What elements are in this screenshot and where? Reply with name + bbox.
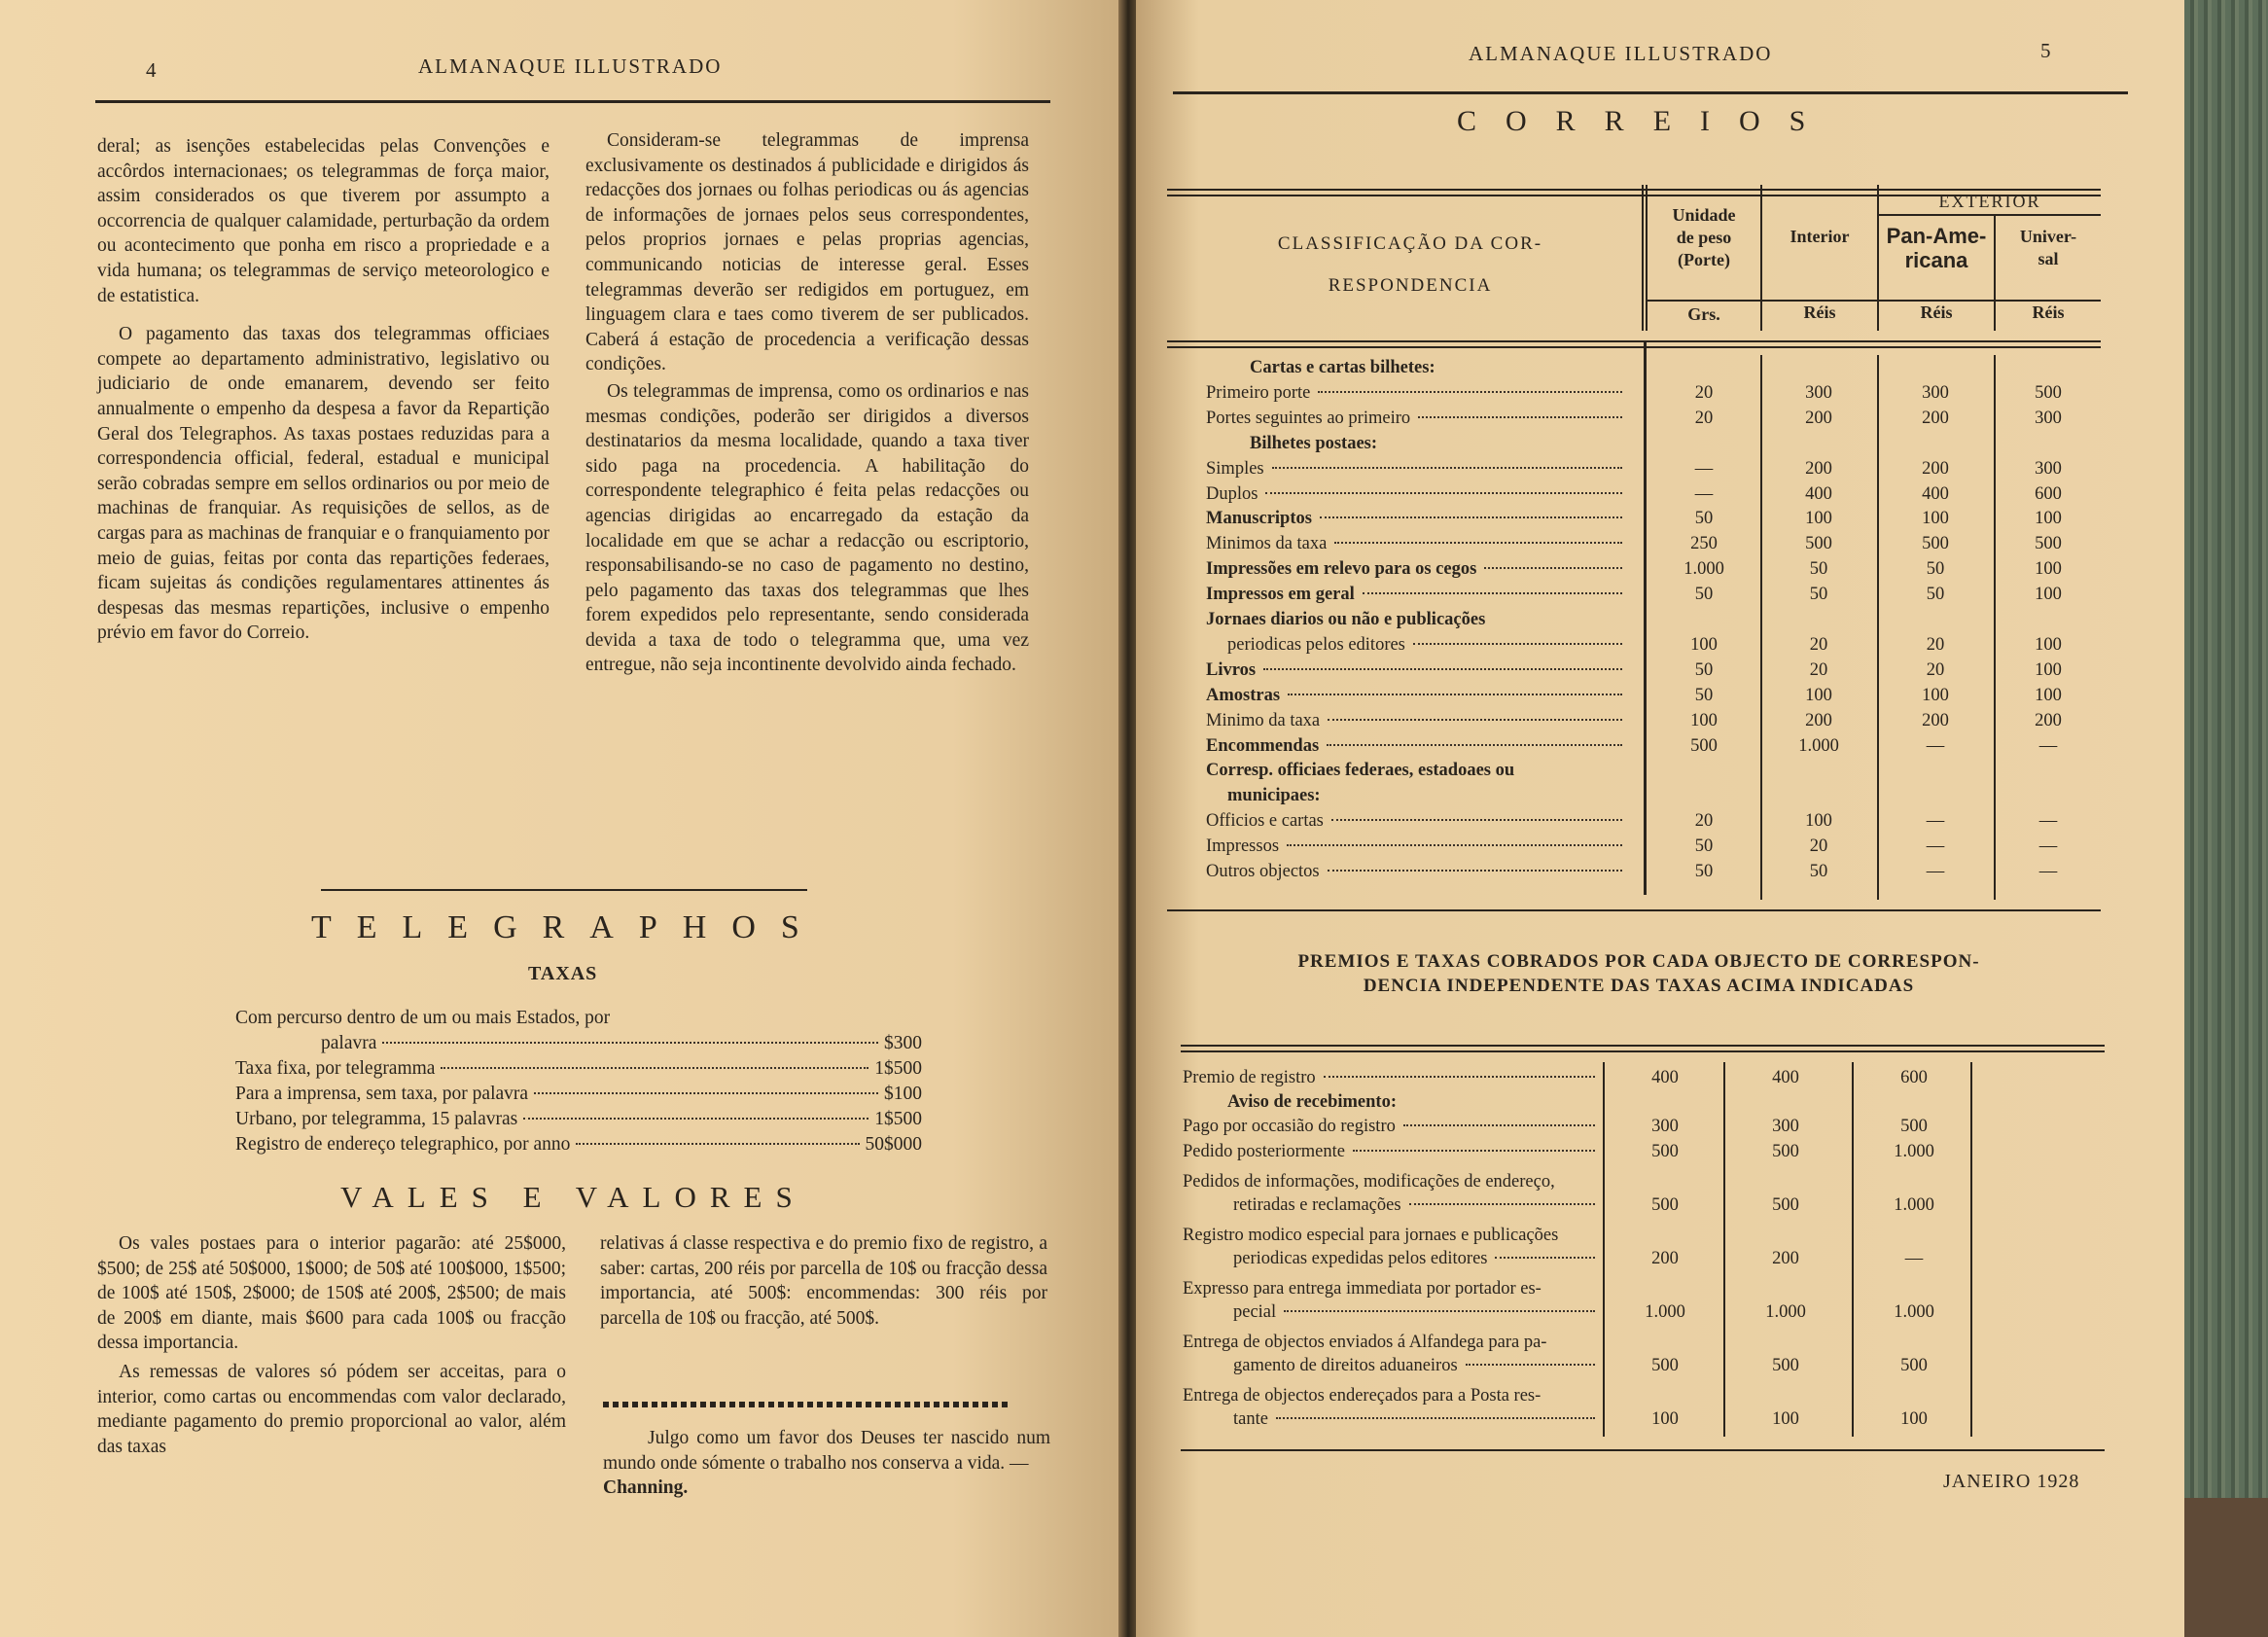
table-row [1167, 610, 2101, 635]
paragraph: As remessas de valores só pódem ser acceitas, para o interior, como cartas ou encommendas com valor declarado, mediante pagamento do premio proporcional ao valor, além das taxas [97, 1361, 566, 1457]
row-label: Amostras [1206, 685, 1281, 705]
taxa-label: Urbano, por telegramma, 15 palavras [235, 1109, 518, 1129]
left-column-1 [97, 134, 549, 646]
paragraph: Os telegrammas de imprensa, como os ordinarios e nas mesmas condições, poderão ser dirigidos a diversos destinatarios da mesma localidade, quando a taxa tiver sido paga na procedencia. A habilitação do correspondente telegraphico é feita pelas redacções ou agencias dirigidas ao encarregado da estação da localidade em que se achar a redacção ou escriptorio, responsabilisando-se no caso de pagamento no destino, pelo pagamento das taxas dos telegrammas que lhes forem expedidos pelo representante, sendo considerada devida a taxa de todo o telegramma que, uma vez entregue, não seja incontinente devolvido ainda fechado. [585, 380, 1029, 676]
row-label: Minimos da taxa [1206, 534, 1328, 554]
header-reis: Réis [1803, 302, 1836, 322]
table-row [1167, 434, 2101, 459]
cell-univ: 500 [1900, 1356, 1928, 1375]
cell-peso: 20 [1694, 811, 1714, 832]
leader-dots [1287, 844, 1622, 846]
header-unidade: Unidade [1672, 205, 1736, 225]
leader-dots [1288, 694, 1622, 695]
cell-interior: 200 [1805, 458, 1832, 479]
table-row [1181, 1279, 2105, 1304]
table-row [1181, 1302, 2105, 1328]
header-unidade-3: (Porte) [1678, 250, 1730, 269]
cell-univ: 300 [2035, 458, 2062, 479]
cell-pan: 400 [1772, 1068, 1799, 1087]
cell-interior: 100 [1805, 685, 1832, 705]
cell-pan: 200 [1922, 458, 1949, 479]
cell-pan: 400 [1922, 483, 1949, 504]
cell-univ: 1.000 [1894, 1302, 1934, 1322]
cell-univ: 100 [2035, 685, 2062, 705]
cell-pan: 20 [1926, 634, 1945, 655]
taxa-value: 1$500 [874, 1109, 922, 1129]
table-row [1167, 509, 2101, 534]
cell-univ: 100 [2035, 559, 2062, 580]
cell-peso: 50 [1694, 509, 1714, 529]
ornament-rule [603, 1402, 1011, 1407]
row-label: Simples [1206, 458, 1264, 479]
cell-interior: 500 [1651, 1195, 1679, 1215]
vales-column-1 [97, 1231, 566, 1459]
leader-dots [1327, 744, 1622, 746]
cell-pan: 500 [1772, 1195, 1799, 1215]
taxa-row [235, 1084, 922, 1105]
row-label: Pedidos de informações, modificações de endereço, [1183, 1172, 1555, 1192]
row-label: Bilhetes postaes: [1250, 433, 1378, 453]
row-label: Minimo da taxa [1206, 710, 1321, 730]
right-running-header: ALMANAQUE ILLUSTRADO [1469, 42, 1773, 65]
table-row [1167, 836, 2101, 862]
cell-pan: — [1926, 862, 1945, 881]
cell-pan: 200 [1772, 1249, 1799, 1268]
leader-dots [1334, 542, 1622, 544]
taxa-value: $300 [884, 1033, 922, 1053]
row-label: Primeiro porte [1206, 382, 1311, 403]
header-universal: Univer- [2019, 227, 2077, 246]
table-row [1181, 1333, 2105, 1358]
cell-peso: 500 [1690, 735, 1718, 756]
cell-peso: 50 [1694, 836, 1714, 857]
book-edge-lower [2184, 1498, 2268, 1637]
cell-univ: 100 [2035, 509, 2062, 529]
table-row [1181, 1356, 2105, 1381]
table-row [1167, 534, 2101, 559]
quote-author: Channing. [603, 1477, 689, 1499]
leader-dots [1272, 467, 1622, 469]
cell-interior: 200 [1805, 408, 1832, 428]
cell-pan: 300 [1922, 382, 1949, 403]
cell-interior: 500 [1651, 1356, 1679, 1375]
row-label: periodicas expedidas pelos editores [1233, 1249, 1488, 1268]
cell-interior: 50 [1809, 585, 1828, 605]
row-label: Jornaes diarios ou não e publicações [1206, 610, 1486, 629]
leader-dots [1320, 516, 1622, 518]
header-reis: Réis [1920, 302, 1953, 322]
table-row [1181, 1226, 2105, 1251]
row-label: tante [1233, 1409, 1268, 1429]
cell-univ: 500 [1900, 1117, 1928, 1136]
table-row [1167, 862, 2101, 887]
paragraph: Consideram-se telegrammas de imprensa exclusivamente os destinados á publicidade e dirigidos ás redacções dos jornaes ou folhas periodicas ou ás agencias de informações de jornaes pelos seus correspondentes, pelos proprios jornaes e pelas proprias agencias, communicando noticias de interesse geral. Esses telegrammas deverão ser redigidos em portuguez, em linguagem clara e taes como tiverem de ser publicados. Caberá á estação de procedencia a verificação dessas condições. [585, 130, 1029, 375]
cell-univ: — [2038, 836, 2058, 857]
header-universal-2: sal [2038, 249, 2059, 268]
header-panamericana-2: ricana [1904, 248, 1968, 272]
book-edge [2184, 0, 2268, 1637]
leader-dots [1418, 416, 1622, 418]
cell-pan: 300 [1772, 1117, 1799, 1136]
taxa-row [235, 1109, 922, 1130]
cell-interior: 20 [1809, 659, 1828, 680]
row-label: Portes seguintes ao primeiro [1206, 408, 1411, 428]
table-row [1181, 1172, 2105, 1197]
leader-dots [1353, 1150, 1595, 1152]
cell-pan: 1.000 [1765, 1302, 1806, 1322]
header-rule [1173, 91, 2128, 94]
cell-pan: 20 [1926, 659, 1945, 680]
premios-title: PREMIOS E TAXAS COBRADOS POR CADA OBJECTO DE CORRESPON- [1297, 951, 1980, 972]
taxa-value: 1$500 [874, 1058, 922, 1079]
right-page [1136, 0, 2184, 1637]
cell-interior: 200 [1651, 1249, 1679, 1268]
cell-pan: 500 [1922, 534, 1949, 554]
header-reis: Réis [2032, 302, 2065, 322]
cell-univ: — [2038, 862, 2058, 881]
taxa-value: 50$000 [865, 1134, 922, 1155]
taxa-label: palavra [321, 1033, 377, 1053]
cell-interior: 1.000 [1798, 735, 1839, 756]
table-row [1167, 383, 2101, 409]
cell-interior: 400 [1805, 483, 1832, 504]
header-unidade-2: de peso [1676, 228, 1732, 247]
cell-pan: 200 [1922, 710, 1949, 730]
taxa-label: Registro de endereço telegraphico, por anno [235, 1134, 571, 1155]
leader-dots [1363, 592, 1622, 594]
cell-univ: 600 [1900, 1068, 1928, 1087]
cell-peso: 100 [1690, 634, 1718, 655]
cell-peso: 100 [1690, 710, 1718, 730]
header-grs: Grs. [1687, 304, 1720, 324]
leader-dots [1328, 719, 1622, 721]
cell-interior: 100 [1805, 811, 1832, 832]
left-column-2 [585, 128, 1029, 678]
premios-title-cont: DENCIA INDEPENDENTE DAS TAXAS ACIMA INDICADAS [1363, 976, 1915, 996]
table-row [1181, 1195, 2105, 1221]
table-row [1181, 1249, 2105, 1274]
row-label: Corresp. officiaes federaes, estadoaes ou [1206, 761, 1515, 781]
row-label: Outros objectos [1206, 862, 1320, 881]
row-label: pecial [1233, 1302, 1277, 1322]
leader-dots [1328, 870, 1622, 872]
taxa-label: Com percurso dentro de um ou mais Estados, por [235, 1008, 611, 1028]
cell-pan: 100 [1922, 509, 1949, 529]
header-rule [95, 100, 1050, 103]
cell-univ: — [2038, 735, 2058, 756]
quote-text: Julgo como um favor dos Deuses ter nascido num mundo onde sómente o trabalho nos conserva a vida. — [603, 1428, 1050, 1474]
paragraph: Os vales postaes para o interior pagarão: até 25$000, $500; de 25$ até 50$000, 1$000; de 50$ até 100$000, 1$500; de 100$ até 150$, 2$000; de 150$ até 200$, 2$500; de mais de 200$ em diante, mais $600 para cada 100$ ou fracção dessa importancia. [97, 1233, 566, 1354]
table-row [1181, 1092, 2105, 1118]
vales-column-2 [600, 1231, 1047, 1331]
cell-interior: 200 [1805, 710, 1832, 730]
cell-pan: — [1926, 811, 1945, 832]
table-row [1167, 711, 2101, 736]
cell-interior: 100 [1651, 1409, 1679, 1429]
table-row [1167, 786, 2101, 811]
telegraphos-title: TELEGRAPHOS [311, 909, 825, 945]
paragraph: deral; as isenções estabelecidas pelas Convenções e accôrdos internacionaes; os telegrammas de força maior, assim considerados os que tiverem por assumpto a occorrencia de qualquer calamidade, perturbação da ordem ou acontecimento que ponha em risco a propriedade e a vida humana; os telegrammas de serviço meteorologico e de estatistica. [97, 136, 549, 306]
leader-dots [1403, 1124, 1595, 1126]
table-row [1167, 811, 2101, 836]
table-row [1167, 635, 2101, 660]
table-row [1167, 686, 2101, 711]
row-label: Encommendas [1206, 735, 1320, 756]
left-page-number: 4 [146, 58, 159, 82]
leader-dots [1276, 1417, 1595, 1419]
premios-table [1181, 1043, 2105, 1461]
quote-block [603, 1426, 1050, 1501]
row-label: Livros [1206, 659, 1257, 680]
cell-interior: 50 [1809, 862, 1828, 881]
leader-dots [1495, 1257, 1595, 1259]
leader-dots [1413, 643, 1622, 645]
row-label: Entrega de objectos enviados á Alfandega para pa- [1183, 1333, 1547, 1352]
cell-pan: 50 [1926, 559, 1945, 580]
table-row [1167, 761, 2101, 786]
cell-pan: 100 [1772, 1409, 1799, 1429]
row-label: Duplos [1206, 483, 1258, 504]
cell-peso: 20 [1694, 382, 1714, 403]
header-panamericana: Pan-Ame- [1886, 224, 1987, 248]
table-row [1167, 736, 2101, 762]
table-row [1167, 358, 2101, 383]
leader-dots [1331, 819, 1622, 821]
cell-univ: — [2038, 811, 2058, 832]
table-row [1167, 585, 2101, 610]
leader-dots [1263, 668, 1622, 670]
table-row [1181, 1142, 2105, 1167]
footer-date: JANEIRO 1928 [1943, 1471, 2080, 1492]
header-classificacao: CLASSIFICAÇÃO DA COR- [1277, 233, 1543, 254]
row-label: Pedido posteriormente [1183, 1142, 1345, 1161]
taxa-label: Taxa fixa, por telegramma [235, 1058, 436, 1079]
cell-univ: — [1904, 1249, 1924, 1268]
paragraph: O pagamento das taxas dos telegrammas officiaes compete ao departamento administrativo, legislativo ou judiciario de onde emanarem, devendo ser feito annualmente o empenho da despesa a favor da Repartição Geral dos Telegraphos. As taxas postaes reduzidas para a correspondencia official, federal, estadual e municipal serão cobradas sempre em sellos ordinarios ou por meio de machinas de franquiar. As requisições de sellos, as de cargas para as machinas de franquiar e o franquiamento por meio de guias, feitas por conta das repartições federaes, ficam sujeitas ás condições regulamentares attinentes ás despesas das mesmas repartições, inclusive o empenho prévio em favor do Correio. [97, 324, 549, 644]
table-row [1167, 660, 2101, 686]
table-row [1167, 409, 2101, 434]
taxa-label: Para a imprensa, sem taxa, por palavra [235, 1084, 529, 1104]
header-classificacao-cont: RESPONDENCIA [1328, 275, 1493, 296]
paragraph: relativas á classe respectiva e do premio fixo de registro, a saber: cartas, 200 réis por parcella de 10$ ou fracção dessa importancia, até 500$: encommendas: 300 réis por parcella de 10$ ou fracção, até 500$. [600, 1233, 1047, 1329]
row-label: Premio de registro [1183, 1068, 1316, 1087]
table-row [1181, 1117, 2105, 1142]
cell-univ: 1.000 [1894, 1195, 1934, 1215]
row-label: Officios e cartas [1206, 811, 1324, 832]
row-label: Expresso para entrega immediata por portador es- [1183, 1279, 1542, 1299]
cell-univ: 200 [2035, 710, 2062, 730]
row-label: periodicas pelos editores [1227, 634, 1405, 655]
cell-peso: 50 [1694, 585, 1714, 605]
divider [321, 889, 807, 891]
leader-dots [1284, 1310, 1595, 1312]
row-label: Pago por occasião do registro [1183, 1117, 1396, 1136]
cell-interior: 300 [1651, 1117, 1679, 1136]
leader-dots [1409, 1203, 1595, 1205]
cell-peso: 50 [1694, 862, 1714, 881]
cell-pan: 500 [1772, 1356, 1799, 1375]
leader-dots [1318, 391, 1622, 393]
cell-pan: — [1926, 836, 1945, 857]
cell-univ: 500 [2035, 382, 2062, 403]
cell-pan: 100 [1922, 685, 1949, 705]
cell-interior: 50 [1809, 559, 1828, 580]
row-label: Registro modico especial para jornaes e publicações [1183, 1226, 1559, 1245]
cell-pan: 50 [1926, 585, 1945, 605]
right-page-number: 5 [2040, 39, 2053, 62]
cell-peso: 20 [1694, 408, 1714, 428]
cell-interior: 1.000 [1645, 1302, 1685, 1322]
taxa-row [321, 1033, 922, 1054]
cell-interior: 400 [1651, 1068, 1679, 1087]
leader-dots [1265, 492, 1622, 494]
cell-univ: 600 [2035, 483, 2062, 504]
cell-univ: 100 [2035, 634, 2062, 655]
cell-univ: 300 [2035, 408, 2062, 428]
cell-univ: 100 [2035, 659, 2062, 680]
cell-peso: 50 [1694, 685, 1714, 705]
postal-rates-table [1167, 185, 2101, 914]
table-row [1167, 459, 2101, 484]
table-row [1167, 559, 2101, 585]
cell-interior: 100 [1805, 509, 1832, 529]
table-row [1181, 1386, 2105, 1411]
cell-interior: 20 [1809, 634, 1828, 655]
cell-univ: 1.000 [1894, 1142, 1934, 1161]
left-running-header: ALMANAQUE ILLUSTRADO [418, 54, 723, 78]
cell-peso: — [1694, 483, 1714, 504]
table-row [1167, 484, 2101, 510]
cell-pan: 500 [1772, 1142, 1799, 1161]
taxas-title: TAXAS [528, 963, 598, 984]
leader-dots [1484, 567, 1622, 569]
leader-dots [1466, 1364, 1595, 1366]
row-label: Impressões em relevo para os cegos [1206, 559, 1477, 580]
cell-univ: 100 [2035, 585, 2062, 605]
cell-peso: — [1694, 458, 1714, 479]
cell-interior: 500 [1651, 1142, 1679, 1161]
row-label: Entrega de objectos endereçados para a Posta res- [1183, 1386, 1542, 1406]
row-label: municipaes: [1227, 786, 1321, 806]
row-label: Impressos [1206, 836, 1280, 857]
cell-peso: 50 [1694, 659, 1714, 680]
header-exterior: EXTERIOR [1938, 192, 2041, 211]
cell-peso: 250 [1690, 534, 1718, 554]
cell-pan: — [1926, 735, 1945, 756]
correios-title: CORREIOS [1457, 105, 1835, 137]
cell-univ: 100 [1900, 1409, 1928, 1429]
table-row [1181, 1068, 2105, 1093]
taxa-row [235, 1058, 922, 1080]
row-label: Impressos em geral [1206, 585, 1355, 605]
taxa-row [235, 1008, 831, 1029]
row-label: retiradas e reclamações [1233, 1195, 1401, 1215]
cell-interior: 20 [1809, 836, 1828, 857]
cell-interior: 500 [1805, 534, 1832, 554]
taxa-value: $100 [884, 1084, 922, 1104]
cell-pan: 200 [1922, 408, 1949, 428]
table-row [1181, 1409, 2105, 1435]
taxa-row [235, 1134, 922, 1156]
header-interior: Interior [1790, 227, 1850, 246]
cell-univ: 500 [2035, 534, 2062, 554]
cell-peso: 1.000 [1683, 559, 1724, 580]
row-label: gamento de direitos aduaneiros [1233, 1356, 1458, 1375]
leader-dots [1324, 1076, 1595, 1078]
row-label: Manuscriptos [1206, 509, 1312, 529]
row-label: Aviso de recebimento: [1227, 1092, 1397, 1112]
row-label: Cartas e cartas bilhetes: [1250, 358, 1435, 377]
cell-interior: 300 [1805, 382, 1832, 403]
vales-title: VALES E VALORES [340, 1180, 806, 1214]
left-page [0, 0, 1120, 1637]
